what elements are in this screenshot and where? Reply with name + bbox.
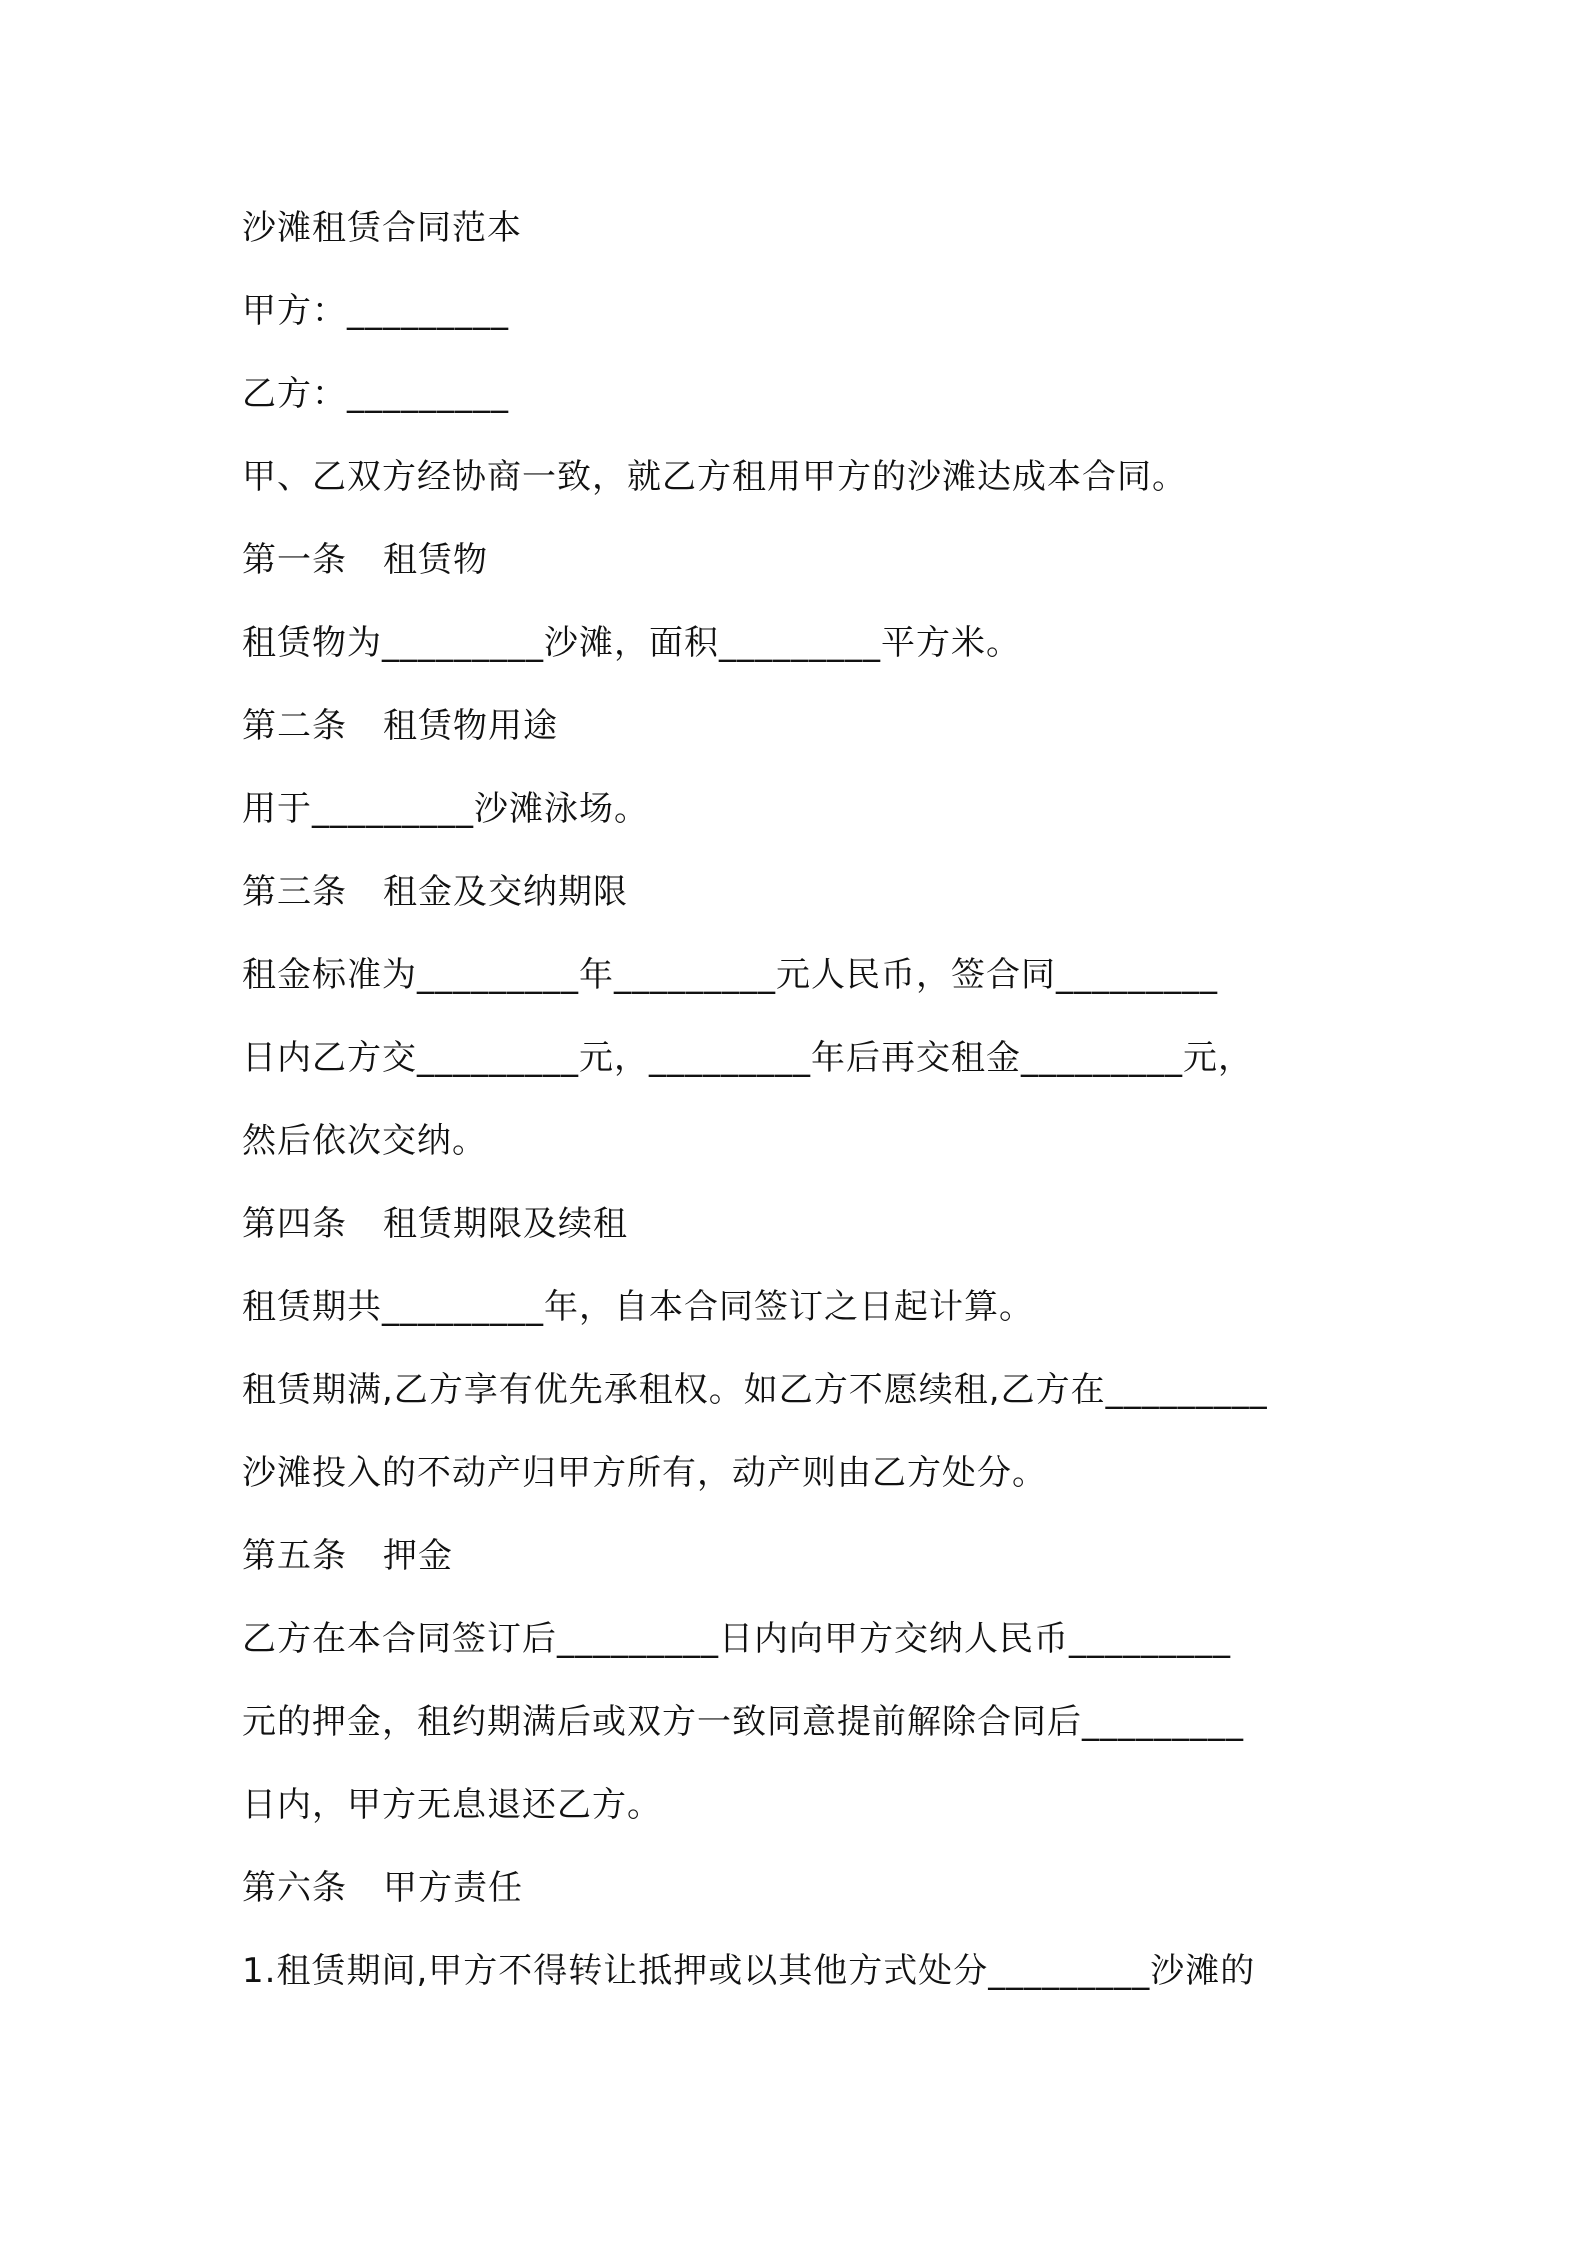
article-1-text: 租赁物为_________沙滩，面积_________平方米。 — [242, 623, 1021, 663]
document-title: 沙滩租赁合同范本 — [242, 208, 522, 248]
article-5-heading — [242, 1532, 453, 1580]
preamble-paragraph: 甲、乙双方经协商一致，就乙方租用甲方的沙滩达成本合同。 — [242, 457, 1187, 497]
article-3-text-line-3: 然后依次交纳。 — [242, 1121, 487, 1161]
article-6-number: 第六条 — [242, 1868, 347, 1908]
article-3-text-line-1: 租金标准为_________年_________元人民币，签合同_________ — [242, 955, 1218, 995]
article-6-name: 甲方责任 — [383, 1868, 523, 1908]
article-3-number: 第三条 — [242, 872, 347, 912]
article-3-text-line-2: 日内乙方交_________元，_________年后再交租金_________元， — [242, 1038, 1253, 1078]
article-5-name: 押金 — [383, 1536, 453, 1576]
article-1-number: 第一条 — [242, 540, 347, 580]
article-6-heading — [242, 1864, 523, 1912]
article-2-number: 第二条 — [242, 706, 347, 746]
article-5-text-line-1: 乙方在本合同签订后_________日内向甲方交纳人民币_________ — [242, 1619, 1231, 1659]
article-4-text-line-2: 租赁期满,乙方享有优先承租权。如乙方不愿续租,乙方在_________ — [242, 1370, 1268, 1410]
article-2-heading — [242, 702, 558, 750]
party-a-line: 甲方：_________ — [242, 291, 509, 331]
article-2-name: 租赁物用途 — [383, 706, 558, 746]
article-5-text-line-2: 元的押金，租约期满后或双方一致同意提前解除合同后_________ — [242, 1702, 1244, 1742]
article-5-number: 第五条 — [242, 1536, 347, 1576]
article-3-name: 租金及交纳期限 — [383, 872, 628, 912]
article-1-name: 租赁物 — [383, 540, 488, 580]
article-6-text-line-1: 1.租赁期间,甲方不得转让抵押或以其他方式处分_________沙滩的 — [242, 1951, 1256, 1991]
article-4-number: 第四条 — [242, 1204, 347, 1244]
party-b-line: 乙方：_________ — [242, 374, 509, 414]
article-2-text: 用于_________沙滩泳场。 — [242, 789, 649, 829]
article-4-heading — [242, 1200, 628, 1248]
article-4-text-line-1: 租赁期共_________年，自本合同签订之日起计算。 — [242, 1287, 1034, 1327]
article-5-text-line-3: 日内，甲方无息退还乙方。 — [242, 1785, 662, 1825]
article-4-name: 租赁期限及续租 — [383, 1204, 628, 1244]
article-3-heading — [242, 868, 628, 916]
article-1-heading — [242, 536, 488, 584]
article-4-text-line-3: 沙滩投入的不动产归甲方所有，动产则由乙方处分。 — [242, 1453, 1047, 1493]
